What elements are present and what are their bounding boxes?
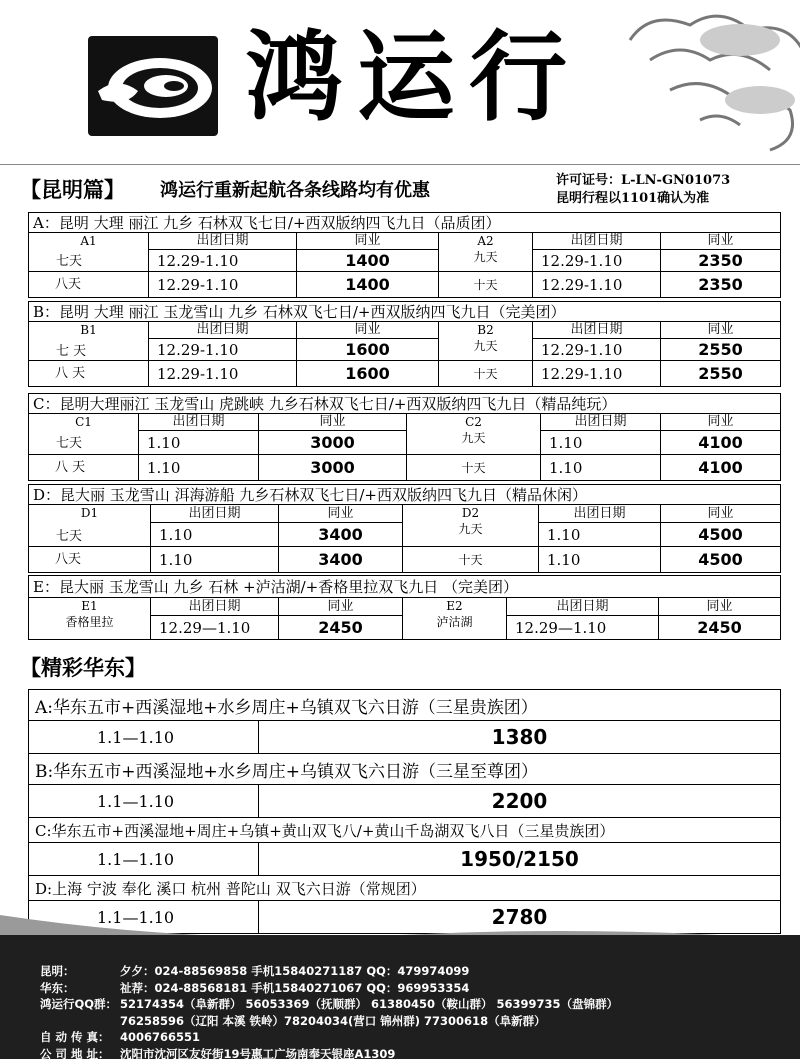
section-title-kunming: 【昆明篇】 xyxy=(20,174,125,204)
divider xyxy=(0,164,800,165)
route-title: C:华东五市+西溪湿地+周庄+乌镇+黄山双飞八/+黄山千岛湖双飞八日（三星贵族团） xyxy=(29,818,781,843)
route-code: A1 xyxy=(29,233,149,272)
price: 2780 xyxy=(259,901,781,934)
license-number: 许可证号：L-LN-GN01073 xyxy=(556,172,730,190)
header-date: 出团日期 xyxy=(149,233,297,250)
header-price: 同业 xyxy=(279,598,403,616)
code-label: A2 xyxy=(439,233,532,249)
route-title: E：昆大丽 玉龙雪山 九乡 石林 +泸沽湖/+香格里拉双飞九日 （完美团） xyxy=(29,576,781,598)
header-price: 同业 xyxy=(661,505,781,523)
contact-value: 76258596（辽阳 本溪 铁岭）78204034(营口 锦州群) 77300618（阜新群） xyxy=(120,1014,546,1028)
decorative-cloud-icon xyxy=(590,0,800,170)
header-price: 同业 xyxy=(297,233,439,250)
departure-date: 1.10 xyxy=(139,431,259,455)
header-date: 出团日期 xyxy=(533,322,661,339)
departure-date: 1.10 xyxy=(539,523,661,547)
price: 1400 xyxy=(297,250,439,272)
duration-label: 十天 xyxy=(403,547,539,573)
contact-label: 昆明： xyxy=(40,963,120,980)
contact-block xyxy=(40,963,618,1062)
license-info xyxy=(556,172,730,208)
duration-label: 七天 xyxy=(56,525,82,544)
contact-line xyxy=(40,1029,618,1046)
departure-date: 1.1—1.10 xyxy=(29,785,259,818)
route-code xyxy=(439,322,533,361)
price: 1380 xyxy=(259,721,781,754)
cloud-swirl-icon xyxy=(88,36,218,136)
price: 1400 xyxy=(297,272,439,298)
contact-value: 4006766551 xyxy=(120,1030,200,1044)
brand-name: 鸿运行 xyxy=(245,18,581,138)
price: 2450 xyxy=(279,616,403,640)
contact-line xyxy=(40,980,618,997)
header-date: 出团日期 xyxy=(507,598,659,616)
header-date: 出团日期 xyxy=(139,414,259,431)
contact-line xyxy=(40,1013,618,1030)
route-table-a xyxy=(28,212,781,298)
route-code: C1 xyxy=(29,414,139,455)
route-table-c xyxy=(28,393,781,481)
departure-date: 12.29-1.10 xyxy=(533,272,661,298)
duration-label: 十天 xyxy=(407,455,541,481)
departure-date: 1.10 xyxy=(541,431,661,455)
price: 1950/2150 xyxy=(259,843,781,876)
contact-label: 自 动 传 真： xyxy=(40,1029,120,1046)
contact-line xyxy=(40,1046,618,1062)
price: 3000 xyxy=(259,431,407,455)
header-date: 出团日期 xyxy=(533,233,661,250)
route-code: B1 xyxy=(29,322,149,361)
price: 2350 xyxy=(661,250,781,272)
price: 2550 xyxy=(661,339,781,361)
contact-label: 公 司 地 址： xyxy=(40,1046,120,1062)
header-price: 同业 xyxy=(659,598,781,616)
departure-date: 1.10 xyxy=(139,455,259,481)
route-code xyxy=(439,233,533,272)
duration-label: 七天 xyxy=(56,250,82,269)
duration-label: 十天 xyxy=(439,272,533,298)
departure-date: 1.10 xyxy=(539,547,661,573)
route-table-d xyxy=(28,484,781,573)
price: 3000 xyxy=(259,455,407,481)
code-label: D2 xyxy=(403,505,538,521)
route-code: D1 xyxy=(29,505,151,547)
duration-label: 十天 xyxy=(439,361,533,387)
departure-date: 12.29-1.10 xyxy=(533,361,661,387)
brand-logo xyxy=(88,36,218,136)
header-price: 同业 xyxy=(661,233,781,250)
duration-label: 七天 xyxy=(56,432,82,451)
contact-value: 夕夕：024-88569858 手机15840271187 QQ：479974099 xyxy=(120,964,469,978)
code-label: E2 xyxy=(403,598,506,614)
price: 4100 xyxy=(661,455,781,481)
contact-line xyxy=(40,996,618,1013)
departure-date: 1.10 xyxy=(151,547,279,573)
departure-date: 12.29—1.10 xyxy=(151,616,279,640)
route-code xyxy=(407,414,541,455)
duration-label: 九天 xyxy=(403,521,538,537)
price: 2550 xyxy=(661,361,781,387)
huadong-table xyxy=(28,689,781,934)
departure-date: 12.29-1.10 xyxy=(533,250,661,272)
price: 4500 xyxy=(661,523,781,547)
code-label: C2 xyxy=(407,414,540,430)
departure-date: 1.10 xyxy=(541,455,661,481)
duration-label: 八 天 xyxy=(29,455,139,481)
section-title-huadong: 【精彩华东】 xyxy=(20,652,146,682)
header-price: 同业 xyxy=(259,414,407,431)
price: 4100 xyxy=(661,431,781,455)
price: 2200 xyxy=(259,785,781,818)
route-title: D:上海 宁波 奉化 溪口 杭州 普陀山 双飞六日游（常规团） xyxy=(29,876,781,901)
route-table-e xyxy=(28,575,781,640)
header-price: 同业 xyxy=(297,322,439,339)
departure-date: 1.1—1.10 xyxy=(29,843,259,876)
contact-value: 沈阳市沈河区友好街19号惠工广场南奉天银座A1309 xyxy=(120,1047,395,1061)
duration-label: 九天 xyxy=(407,430,540,446)
departure-date: 1.1—1.10 xyxy=(29,901,259,934)
departure-date: 12.29-1.10 xyxy=(149,272,297,298)
header-date: 出团日期 xyxy=(151,598,279,616)
promo-banner: 鸿运行重新起航各条线路均有优惠 xyxy=(160,176,430,202)
duration-label: 八天 xyxy=(29,547,151,573)
departure-date: 1.1—1.10 xyxy=(29,721,259,754)
departure-date: 1.10 xyxy=(151,523,279,547)
route-title: C：昆明大理丽江 玉龙雪山 虎跳峡 九乡石林双飞七日/+西双版纳四飞九日（精品纯玩） xyxy=(29,394,781,414)
contact-line xyxy=(40,963,618,980)
contact-value: 祉荐：024-88568181 手机15840271067 QQ：969953354 xyxy=(120,981,469,995)
header-price: 同业 xyxy=(279,505,403,523)
price: 2350 xyxy=(661,272,781,298)
duration-label: 八 天 xyxy=(29,361,149,387)
header-price: 同业 xyxy=(661,414,781,431)
header-price: 同业 xyxy=(661,322,781,339)
price: 3400 xyxy=(279,523,403,547)
route-title: A：昆明 大理 丽江 九乡 石林双飞七日/+西双版纳四飞九日（品质团） xyxy=(29,213,781,233)
header-date: 出团日期 xyxy=(151,505,279,523)
contact-value: 52174354（阜新群） 56053369（抚顺群） 61380450（鞍山群） 56399735（盘锦群） xyxy=(120,997,618,1011)
departure-date: 12.29-1.10 xyxy=(149,339,297,361)
departure-date: 12.29-1.10 xyxy=(149,361,297,387)
departure-date: 12.29—1.10 xyxy=(507,616,659,640)
route-table-b xyxy=(28,301,781,387)
route-title: A:华东五市+西溪湿地+水乡周庄+乌镇双飞六日游（三星贵族团） xyxy=(29,690,781,721)
price: 3400 xyxy=(279,547,403,573)
contact-label: 鸿运行QQ群： xyxy=(40,996,120,1013)
duration-label: 八天 xyxy=(29,272,149,298)
route-code xyxy=(403,505,539,547)
route-code xyxy=(29,598,151,640)
contact-label: 华东： xyxy=(40,980,120,997)
route-title: B:华东五市+西溪湿地+水乡周庄+乌镇双飞六日游（三星至尊团） xyxy=(29,754,781,785)
header-date: 出团日期 xyxy=(539,505,661,523)
duration-label: 七 天 xyxy=(56,340,86,359)
price: 4500 xyxy=(661,547,781,573)
price: 1600 xyxy=(297,361,439,387)
route-title: B：昆明 大理 丽江 玉龙雪山 九乡 石林双飞七日/+西双版纳四飞九日（完美团） xyxy=(29,302,781,322)
header-date: 出团日期 xyxy=(149,322,297,339)
header-date: 出团日期 xyxy=(541,414,661,431)
confirm-note: 昆明行程以1101确认为准 xyxy=(556,190,730,208)
code-label: E1 xyxy=(29,598,150,614)
destination-label: 香格里拉 xyxy=(29,614,150,630)
route-code xyxy=(403,598,507,640)
departure-date: 12.29-1.10 xyxy=(533,339,661,361)
destination-label: 泸沽湖 xyxy=(403,614,506,630)
departure-date: 12.29-1.10 xyxy=(149,250,297,272)
price: 1600 xyxy=(297,339,439,361)
duration-label: 九天 xyxy=(439,338,532,354)
route-title: D：昆大丽 玉龙雪山 洱海游船 九乡石林双飞七日/+西双版纳四飞九日（精品休闲） xyxy=(29,485,781,505)
price: 2450 xyxy=(659,616,781,640)
code-label: B2 xyxy=(439,322,532,338)
duration-label: 九天 xyxy=(439,249,532,265)
